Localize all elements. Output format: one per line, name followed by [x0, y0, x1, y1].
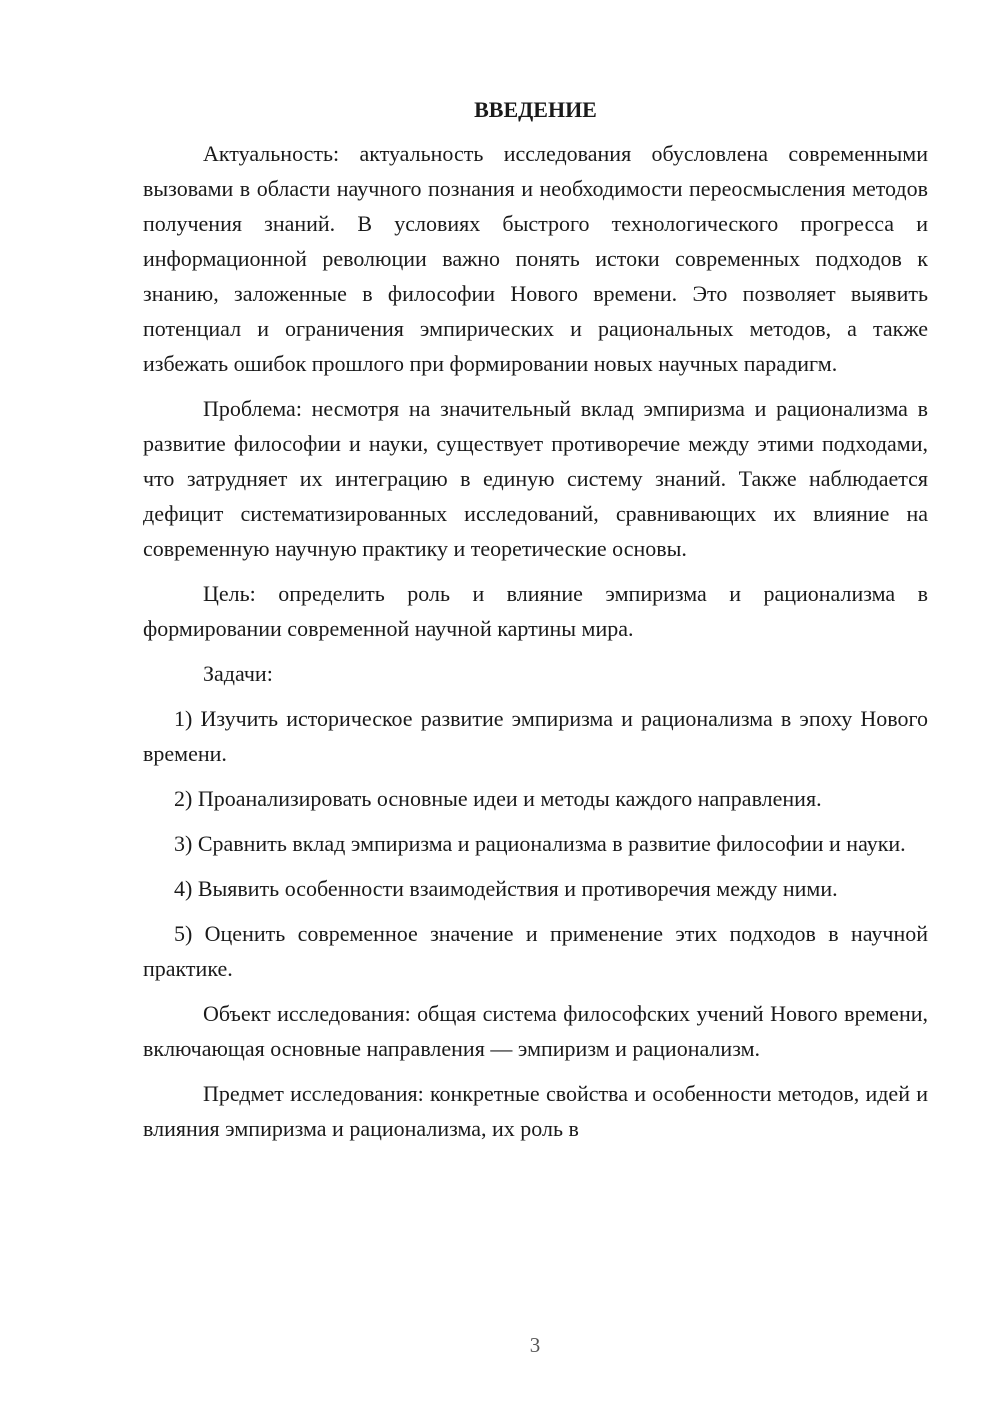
paragraph-problem: Проблема: несмотря на значительный вклад эмпиризма и рационализма в развитие философии и науки, существует противоречие между этими подходами, что затрудняет их интеграцию в единую систему знаний. Также наблюдается дефицит систематизированных исследований, сравнивающих их влияние на современную научную практику и теоретические основы. [143, 396, 928, 561]
task-item-3: 3) Сравнить вклад эмпиризма и рационализма в развитие философии и науки. [174, 831, 906, 856]
paragraph-goal: Цель: определить роль и влияние эмпиризма и рационализма в формировании современной научной картины мира. [143, 581, 928, 641]
paragraph-subject: Предмет исследования: конкретные свойства и особенности методов, идей и влияния эмпиризма и рационализма, их роль в [143, 1081, 928, 1141]
paragraph-object: Объект исследования: общая система философских учений Нового времени, включающая основные направления — эмпиризм и рационализм. [143, 1001, 928, 1061]
task-item-1: 1) Изучить историческое развитие эмпиризма и рационализма в эпоху Нового времени. [143, 706, 928, 766]
section-heading: ВВЕДЕНИЕ [474, 97, 597, 122]
page-content [143, 88, 928, 1156]
page-number: 3 [529, 1333, 541, 1357]
paragraph-tasks-heading: Задачи: [203, 661, 273, 686]
task-item-2: 2) Проанализировать основные идеи и методы каждого направления. [174, 786, 822, 811]
task-item-4: 4) Выявить особенности взаимодействия и противоречия между ними. [174, 876, 838, 901]
paragraph-relevance: Актуальность: актуальность исследования обусловлена современными вызовами в области научного познания и необходимости переосмысления методов получения знаний. В условиях быстрого технологического прогресса и информационной революции важно понять истоки современных подходов к знанию, заложенные в философии Нового времени. Это позволяет выявить потенциал и ограничения эмпирических и рациональных методов, а также избежать ошибок прошлого при формировании новых научных парадигм. [143, 141, 928, 376]
task-item-5: 5) Оценить современное значение и применение этих подходов в научной практике. [143, 921, 928, 981]
